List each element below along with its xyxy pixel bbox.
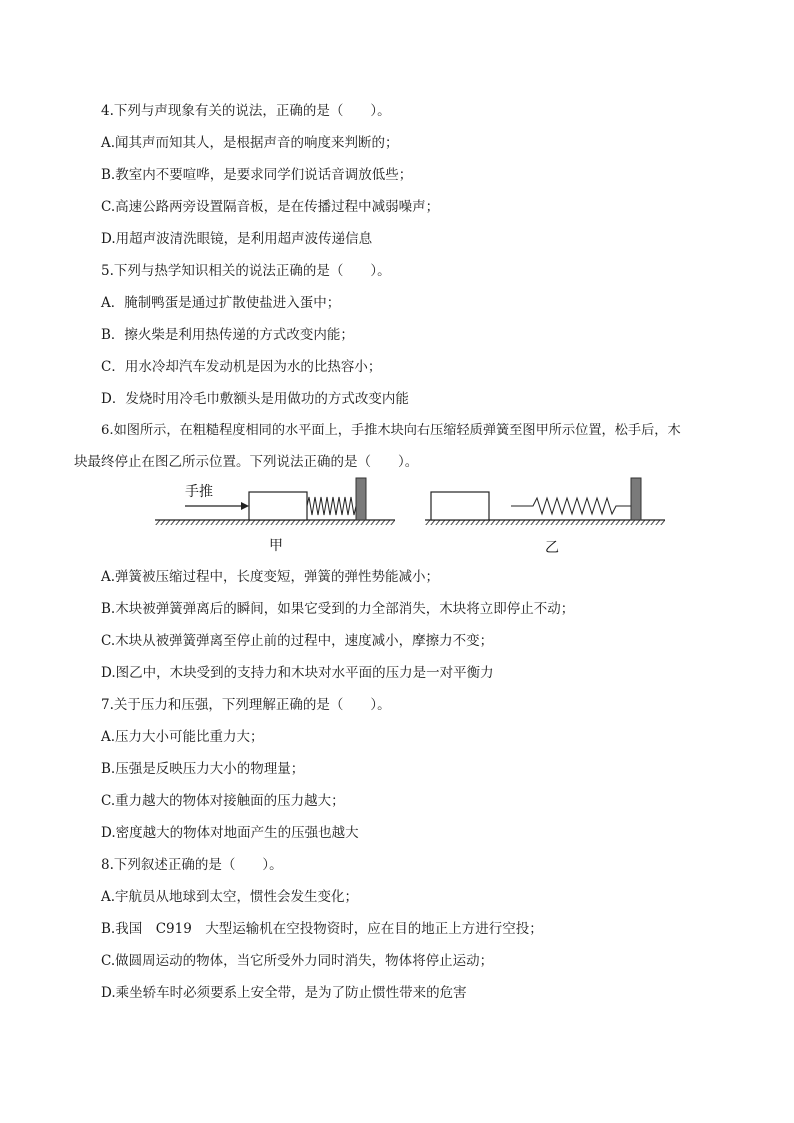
- ground-hatch: [425, 520, 665, 525]
- question-5-stem: 5.下列与热学知识相关的说法正确的是（ ）。: [101, 263, 391, 279]
- wood-block: [431, 492, 489, 520]
- arrow-head: [241, 502, 249, 510]
- question-4-stem: 4.下列与声现象有关的说法，正确的是（ ）。: [101, 103, 391, 119]
- compressed-spring: [307, 497, 356, 515]
- question-4-option-d: D.用超声波清洗眼镜，是利用超声波传递信息: [101, 231, 373, 247]
- question-6-stem-line-1: 6.如图所示，在粗糙程度相同的水平面上，手推木块向右压缩轻质弹簧至图甲所示位置，松手后，木: [101, 423, 681, 438]
- question-5-option-d: D．发烧时用冷毛巾敷额头是用做功的方式改变内能: [101, 391, 409, 407]
- question-7-option-d: D.密度越大的物体对地面产生的压强也越大: [101, 825, 359, 841]
- wall: [356, 478, 366, 520]
- question-6-option-a: A.弹簧被压缩过程中，长度变短，弹簧的弹性势能减小；: [101, 569, 440, 585]
- question-4-option-c: C.高速公路两旁设置隔音板，是在传播过程中减弱噪声；: [101, 199, 440, 215]
- question-8-option-b: B.我国 C919 大型运输机在空投物资时，应在目的地正上方进行空投；: [101, 921, 543, 937]
- question-7-option-b: B.压强是反映压力大小的物理量；: [101, 761, 305, 777]
- question-6-stem-line-2: 块最终停止在图乙所示位置。下列说法正确的是（ ）。: [74, 454, 419, 470]
- question-4-option-a: A.闻其声而知其人，是根据声音的响度来判断的；: [101, 135, 399, 151]
- relaxed-spring: [511, 498, 631, 514]
- caption-yi: 乙: [545, 540, 559, 556]
- question-5-option-b: B．擦火柴是利用热传递的方式改变内能；: [101, 327, 354, 343]
- figure-panel-yi: [425, 478, 665, 556]
- caption-jia: 甲: [269, 538, 283, 554]
- question-7-option-c: C.重力越大的物体对接触面的压力越大；: [101, 793, 345, 809]
- push-label: 手推: [185, 484, 213, 500]
- question-8-stem: 8.下列叙述正确的是（ ）。: [101, 857, 283, 873]
- question-5-option-a: A．腌制鸭蛋是通过扩散使盐进入蛋中；: [101, 295, 341, 311]
- figure-panel-jia: [155, 478, 395, 554]
- question-4-option-b: B.教室内不要喧哗，是要求同学们说话音调放低些；: [101, 167, 413, 183]
- question-8-option-d: D.乘坐轿车时必须要系上安全带，是为了防止惯性带来的危害: [101, 985, 467, 1001]
- wall: [631, 478, 641, 520]
- question-6-option-d: D.图乙中，木块受到的支持力和木块对水平面的压力是一对平衡力: [101, 665, 494, 681]
- question-6-option-c: C.木块从被弹簧弹离至停止前的过程中，速度减小，摩擦力不变；: [101, 633, 494, 649]
- question-7-option-a: A.压力大小可能比重力大；: [101, 729, 264, 745]
- question-5-option-c: C．用水冷却汽车发动机是因为水的比热容小；: [101, 359, 382, 375]
- question-8-option-c: C.做圆周运动的物体，当它所受外力同时消失，物体将停止运动；: [101, 953, 494, 969]
- wood-block: [249, 492, 307, 520]
- ground-hatch: [155, 520, 395, 525]
- question-8-option-a: A.宇航员从地球到太空，惯性会发生变化；: [101, 889, 359, 905]
- question-7-stem: 7.关于压力和压强，下列理解正确的是（ ）。: [101, 697, 391, 713]
- spring-block-figure: [155, 472, 667, 558]
- question-6-option-b: B.木块被弹簧弹离后的瞬间，如果它受到的力全部消失，木块将立即停止不动；: [101, 601, 575, 617]
